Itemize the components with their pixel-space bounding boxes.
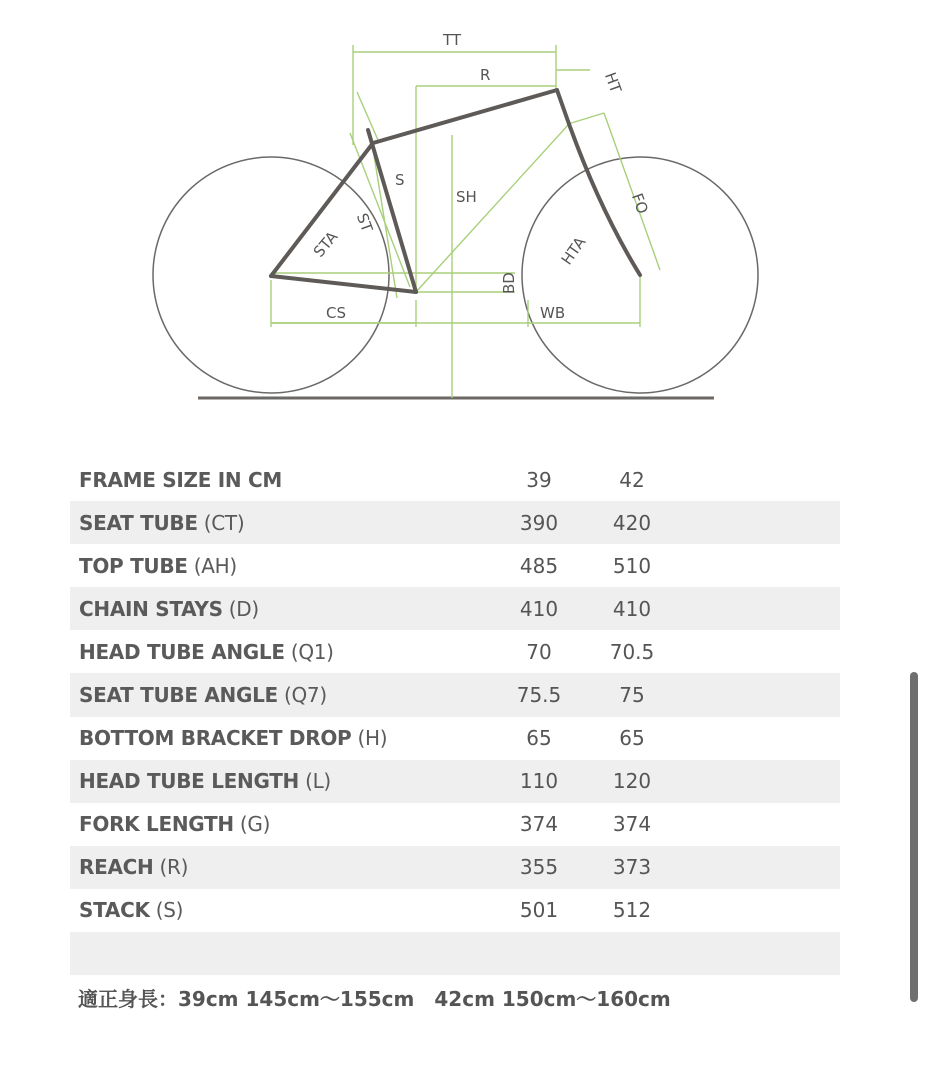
row-label bbox=[79, 855, 188, 879]
row-label-code: (Q1) bbox=[290, 639, 334, 664]
label-wb: WB bbox=[540, 304, 566, 322]
row-label-main: TOP TUBE bbox=[79, 553, 188, 578]
value-size-42: 120 bbox=[612, 769, 652, 794]
row-label-code: (D) bbox=[228, 596, 259, 621]
row-label-code: (AH) bbox=[193, 553, 237, 578]
row-label-main: BOTTOM BRACKET DROP bbox=[79, 726, 352, 751]
table-row bbox=[70, 501, 840, 544]
value-size-39: 374 bbox=[519, 812, 559, 837]
label-ht: HT bbox=[601, 69, 625, 96]
row-label-code: (L) bbox=[305, 769, 331, 794]
value-size-42: 510 bbox=[612, 553, 652, 578]
value-size-39: 485 bbox=[519, 553, 559, 578]
table-row bbox=[70, 673, 840, 716]
table-row bbox=[70, 889, 840, 932]
value-size-42: 70.5 bbox=[609, 639, 655, 664]
row-label-main: SEAT TUBE ANGLE bbox=[79, 683, 278, 708]
table-row bbox=[70, 458, 840, 501]
value-size-42: 410 bbox=[612, 596, 652, 621]
label-bd: BD bbox=[500, 272, 518, 294]
value-size-39: 65 bbox=[526, 726, 552, 751]
value-size-42: 420 bbox=[612, 510, 652, 535]
value-size-39: 501 bbox=[519, 898, 559, 923]
row-label-code: (CT) bbox=[203, 510, 245, 535]
value-size-42: 374 bbox=[612, 812, 652, 837]
row-label-code: (Q7) bbox=[283, 683, 327, 708]
label-sta: STA bbox=[309, 227, 342, 261]
label-cs: CS bbox=[326, 304, 346, 322]
table-row bbox=[70, 717, 840, 760]
label-tt: TT bbox=[443, 31, 462, 49]
value-size-39: 110 bbox=[519, 769, 559, 794]
row-label bbox=[79, 597, 259, 621]
row-label bbox=[79, 769, 331, 793]
row-label-main: HEAD TUBE LENGTH bbox=[79, 769, 299, 794]
row-label-code: (S) bbox=[155, 898, 184, 923]
row-label bbox=[79, 511, 244, 535]
table-row bbox=[70, 587, 840, 630]
value-size-42: 42 bbox=[619, 467, 645, 492]
row-label-code: (H) bbox=[357, 726, 388, 751]
value-size-42: 65 bbox=[619, 726, 645, 751]
row-label-main: FRAME SIZE IN CM bbox=[79, 467, 282, 492]
row-label-main: STACK bbox=[79, 898, 150, 923]
recommended-height-note: 適正身長：39cm 145cm〜155cm 42cm 150cm〜160cm bbox=[78, 987, 671, 1011]
row-label bbox=[79, 554, 237, 578]
table-row bbox=[70, 846, 840, 889]
table-row bbox=[70, 630, 840, 673]
row-label bbox=[79, 468, 282, 492]
value-size-39: 70 bbox=[526, 639, 552, 664]
row-label bbox=[79, 726, 387, 750]
row-label-main: REACH bbox=[79, 855, 154, 880]
geometry-guides bbox=[271, 45, 660, 398]
row-label-main: SEAT TUBE bbox=[79, 510, 198, 535]
row-label-code: (R) bbox=[159, 855, 189, 880]
value-size-42: 373 bbox=[612, 855, 652, 880]
row-label bbox=[79, 812, 270, 836]
value-size-39: 355 bbox=[519, 855, 559, 880]
row-label bbox=[79, 683, 327, 707]
value-size-42: 75 bbox=[619, 683, 645, 708]
label-st: ST bbox=[352, 210, 377, 235]
value-size-39: 390 bbox=[519, 510, 559, 535]
value-size-39: 39 bbox=[526, 467, 552, 492]
label-fo: FO bbox=[627, 190, 652, 217]
label-hta: HTA bbox=[557, 233, 590, 269]
row-label bbox=[79, 640, 334, 664]
geometry-table bbox=[70, 458, 840, 975]
row-label-main: HEAD TUBE ANGLE bbox=[79, 639, 285, 664]
row-label bbox=[79, 898, 183, 922]
table-row bbox=[70, 760, 840, 803]
value-size-39: 410 bbox=[519, 596, 559, 621]
scrollbar[interactable] bbox=[910, 672, 918, 1002]
value-size-39: 75.5 bbox=[516, 683, 562, 708]
table-row bbox=[70, 544, 840, 587]
row-label-main: FORK LENGTH bbox=[79, 812, 234, 837]
label-s: S bbox=[395, 171, 405, 189]
table-row bbox=[70, 803, 840, 846]
row-label-main: CHAIN STAYS bbox=[79, 596, 223, 621]
value-size-42: 512 bbox=[612, 898, 652, 923]
row-label-code: (G) bbox=[239, 812, 271, 837]
table-row bbox=[70, 932, 840, 975]
label-sh: SH bbox=[456, 188, 477, 206]
bike-geometry-diagram bbox=[0, 0, 928, 420]
label-r: R bbox=[480, 66, 491, 84]
